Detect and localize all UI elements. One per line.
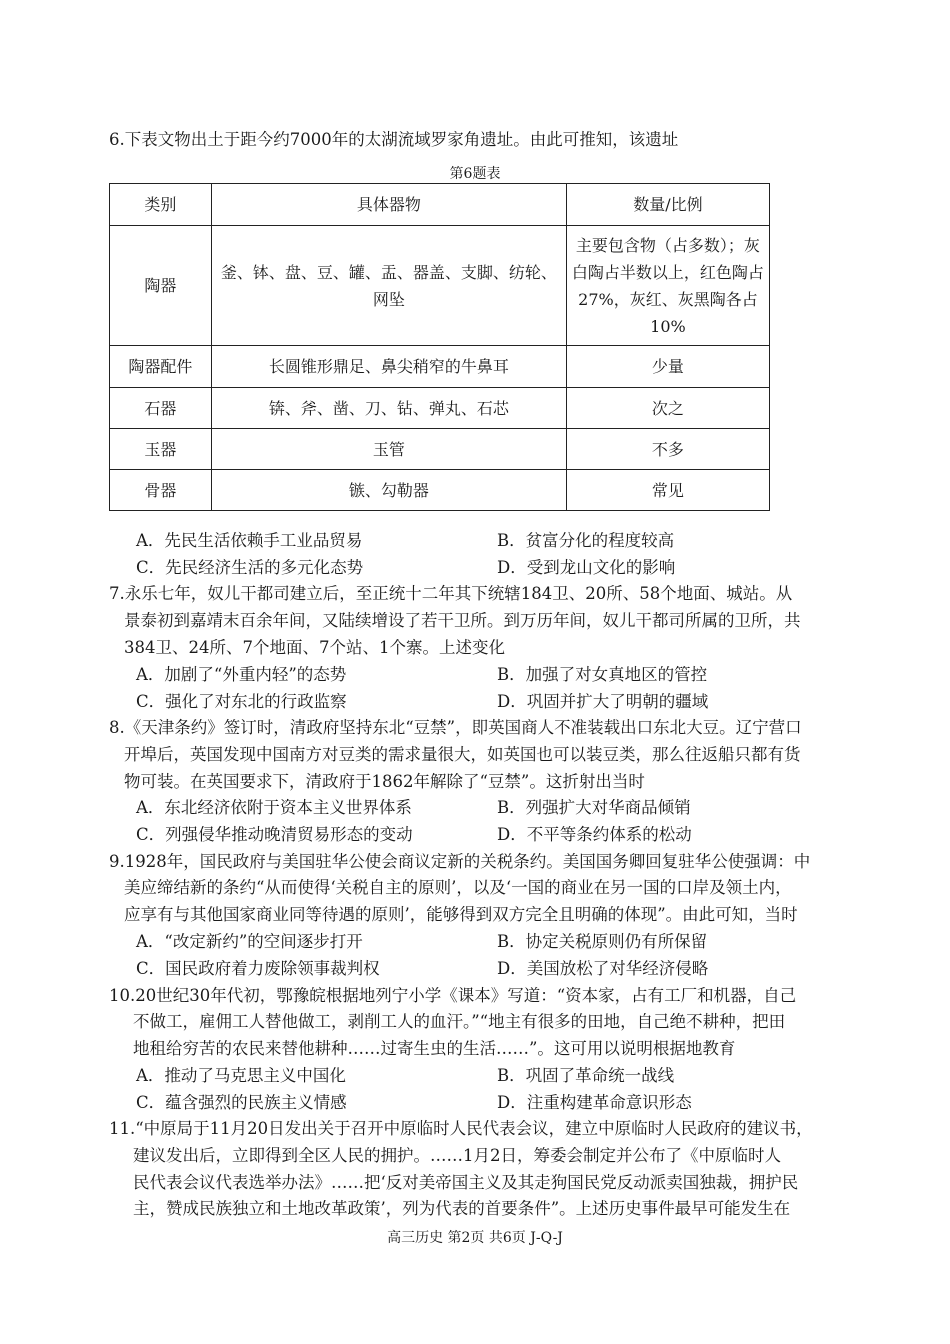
header-items: 具体器物 — [211, 184, 566, 226]
q11-stem-line: 民代表会议代表选举办法》……把‘反对美帝国主义及其走狗国民党反动派卖国独裁，拥护民 — [133, 1173, 799, 1192]
q10-option-d: D．注重构建革命意识形态 — [497, 1093, 692, 1112]
header-category: 类别 — [110, 184, 212, 226]
q8-stem-line: 物可装。在英国要求下，清政府于1862年解除了“豆禁”。这折射出当时 — [124, 772, 645, 791]
q7-stem-line: 景泰初到嘉靖末百余年间，又陆续增设了若干卫所。到万历年间，奴儿干都司所属的卫所，共 — [124, 611, 801, 630]
q6-option-c: C．先民经济生活的多元化态势 — [136, 558, 364, 577]
q11-stem-line: 11.“中原局于11月20日发出关于召开中原临时人民代表会议，建立中原临时人民政府的建议书， — [109, 1119, 813, 1138]
q11-stem-line: 建议发出后，立即得到全区人民的拥护。……1月2日，筹委会制定并公布了《中原临时人 — [133, 1146, 781, 1165]
q6-table-caption: 第6题表 — [449, 166, 501, 182]
q9-stem-line: 应享有与其他国家商业同等待遇的原则’，能够得到双方完全且明确的体现”。由此可知，当时 — [124, 905, 798, 924]
q7-stem-line: 384卫、24所、7个地面、7个站、1个寨。上述变化 — [124, 638, 505, 657]
q8-stem-line: 8.《天津条约》签订时，清政府坚持东北“豆禁”，即英国商人不准装载出口东北大豆。辽宁营口 — [109, 718, 802, 737]
q9-stem-line: 9.1928年，国民政府与美国驻华公使会商议定新的关税条约。美国国务卿回复驻华公使强调：中 — [109, 852, 811, 871]
cell-quantity: 次之 — [566, 388, 769, 429]
q6-option-d: D．受到龙山文化的影响 — [497, 558, 676, 577]
q10-option-c: C．蕴含强烈的民族主义情感 — [136, 1093, 347, 1112]
cell-quantity: 常见 — [566, 470, 769, 511]
cell-category: 石器 — [110, 388, 212, 429]
q9-option-d: D．美国放松了对华经济侵略 — [497, 959, 709, 978]
cell-items: 釜、钵、盘、豆、罐、盂、器盖、支脚、纺轮、网坠 — [211, 226, 566, 346]
q8-option-b: B．列强扩大对华商品倾销 — [497, 798, 691, 817]
page-footer: 高三历史 第2页 共6页 J-Q-J — [387, 1230, 563, 1246]
q10-stem-line: 10.20世纪30年代初，鄂豫皖根据地列宁小学《课本》写道：“资本家，占有工厂和机器，自己 — [109, 986, 797, 1005]
table-row — [110, 346, 770, 388]
cell-category: 陶器配件 — [110, 346, 212, 388]
cell-items: 镞、勾勒器 — [211, 470, 566, 511]
q8-option-a: A．东北经济依附于资本主义世界体系 — [136, 798, 412, 817]
q6-option-b: B．贫富分化的程度较高 — [497, 531, 675, 550]
q10-stem-line: 地租给穷苦的农民来替他耕种……过寄生虫的生活……”。这可用以说明根据地教育 — [133, 1039, 736, 1058]
q10-option-b: B．巩固了革命统一战线 — [497, 1066, 675, 1085]
cell-quantity: 主要包含物（占多数）；灰白陶占半数以上，红色陶占27%，灰红、灰黑陶各占10% — [566, 226, 769, 346]
q10-stem-line: 不做工，雇佣工人替他做工，剥削工人的血汗。”“地主有很多的田地，自己绝不耕种，把田 — [133, 1012, 786, 1031]
header-quantity: 数量/比例 — [566, 184, 769, 226]
cell-quantity: 少量 — [566, 346, 769, 388]
table-row — [110, 388, 770, 429]
q10-option-a: A．推动了马克思主义中国化 — [136, 1066, 346, 1085]
q8-option-d: D．不平等条约体系的松动 — [497, 825, 692, 844]
q9-option-c: C．国民政府着力废除领事裁判权 — [136, 959, 380, 978]
cell-category: 玉器 — [110, 429, 212, 470]
cell-items: 玉管 — [211, 429, 566, 470]
cell-items: 锛、斧、凿、刀、钻、弹丸、石芯 — [211, 388, 566, 429]
q11-stem-line: 主，赞成民族独立和土地改革政策’，列为代表的首要条件”。上述历史事件最早可能发生在 — [133, 1199, 791, 1218]
q9-option-b: B．协定关税原则仍有所保留 — [497, 932, 708, 951]
q7-stem-line: 7.永乐七年，奴儿干都司建立后，至正统十二年其下统辖184卫、20所、58个地面、城站。从 — [109, 584, 793, 603]
cell-category: 骨器 — [110, 470, 212, 511]
q7-option-a: A．加剧了“外重内轻”的态势 — [136, 665, 347, 684]
cell-quantity: 不多 — [566, 429, 769, 470]
q6-table — [109, 183, 770, 511]
table-header-row — [110, 184, 770, 226]
q8-option-c: C．列强侵华推动晚清贸易形态的变动 — [136, 825, 413, 844]
cell-items: 长圆锥形鼎足、鼻尖稍窄的牛鼻耳 — [211, 346, 566, 388]
table-row — [110, 429, 770, 470]
q7-option-c: C．强化了对东北的行政监察 — [136, 692, 347, 711]
q6-option-a: A．先民生活依赖手工业品贸易 — [136, 531, 363, 550]
q6-stem: 6.下表文物出土于距今约7000年的太湖流域罗家角遗址。由此可推知，该遗址 — [109, 130, 679, 149]
cell-category: 陶器 — [110, 226, 212, 346]
q8-stem-line: 开埠后，英国发现中国南方对豆类的需求量很大，如英国也可以装豆类，那么往返船只都有货 — [124, 745, 801, 764]
q9-stem-line: 美应缔结新的条约“从而使得‘关税自主的原则’，以及‘一国的商业在另一国的口岸及领土内， — [124, 878, 792, 897]
q7-option-d: D．巩固并扩大了明朝的疆域 — [497, 692, 709, 711]
table-row — [110, 226, 770, 346]
q7-option-b: B．加强了对女真地区的管控 — [497, 665, 708, 684]
q9-option-a: A．“改定新约”的空间逐步打开 — [136, 932, 363, 951]
table-row — [110, 470, 770, 511]
